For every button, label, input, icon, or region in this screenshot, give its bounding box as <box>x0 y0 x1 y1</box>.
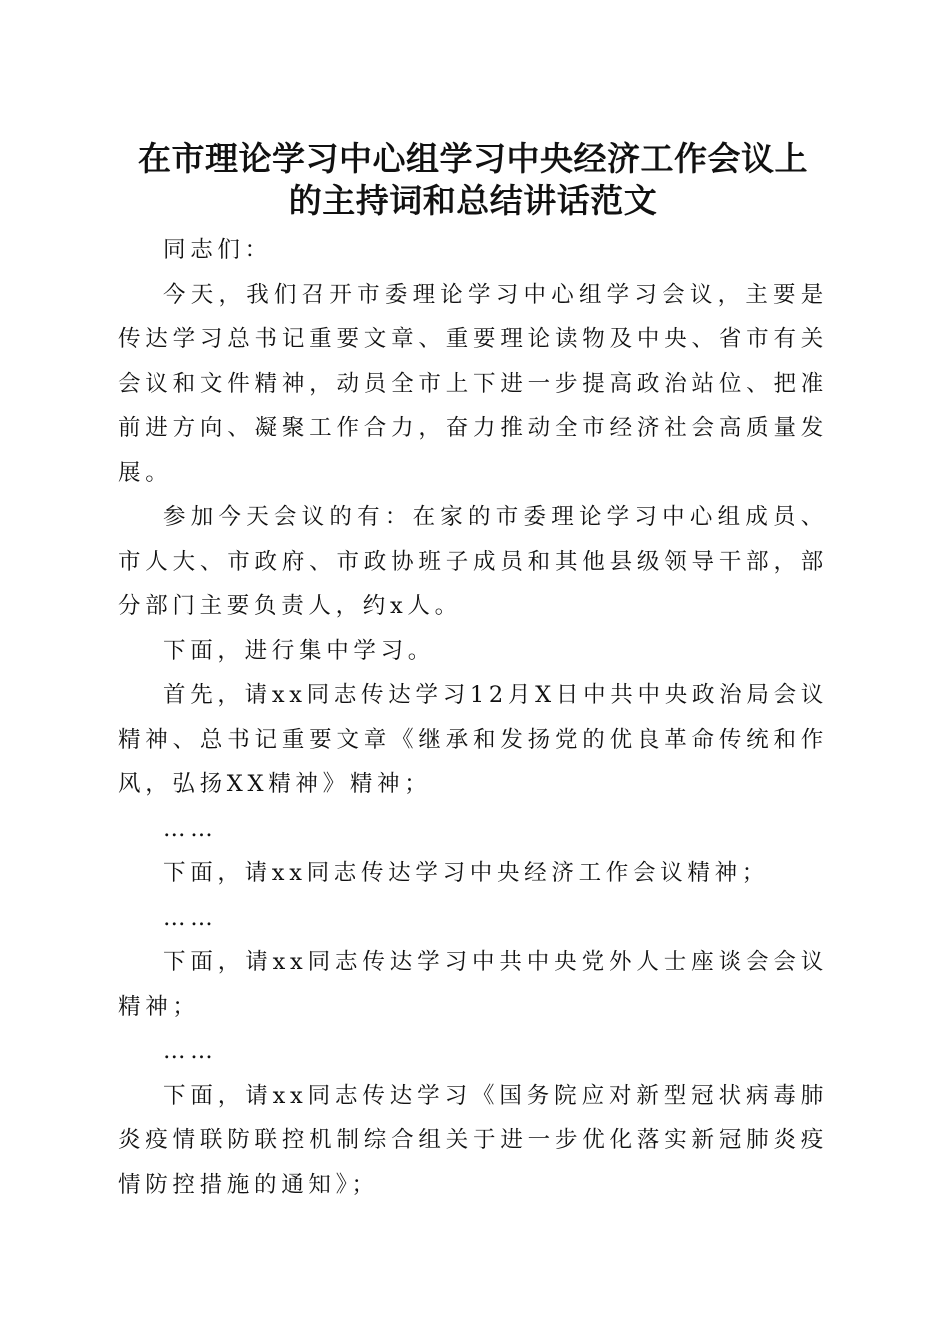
title-line-1: 在市理论学习中心组学习中央经济工作会议上 <box>138 139 808 178</box>
ellipsis-3: …… <box>163 1038 218 1064</box>
paragraph-first: 首先，请xx同志传达学习12月X日中共中央政治局会议精神、总书记重要文章《继承和发扬党的优良革命传统和作风，弘扬XX精神》精神； <box>118 682 828 797</box>
title-line-2: 的主持词和总结讲话范文 <box>288 181 658 220</box>
paragraph-economic-meeting: 下面，请xx同志传达学习中央经济工作会议精神； <box>163 860 769 886</box>
paragraph-symposium: 下面，请xx同志传达学习中共中央党外人士座谈会会议精神； <box>118 949 828 1020</box>
paragraph-intro: 今天，我们召开市委理论学习中心组学习会议，主要是传达学习总书记重要文章、重要理论读物及中央、省市有关会议和文件精神，动员全市上下进一步提高政治站位、把准前进方向、凝聚工作合力，奋力推动全市经济社会高质量发展。 <box>118 281 828 486</box>
ellipsis-1: …… <box>163 815 218 842</box>
document-title <box>118 138 828 222</box>
paragraph-attendees: 参加今天会议的有：在家的市委理论学习中心组成员、市人大、市政府、市政协班子成员和其他县级领导干部，部分部门主要负责人，约x人。 <box>118 504 828 619</box>
paragraph-study: 下面，进行集中学习。 <box>163 637 436 664</box>
ellipsis-2: …… <box>163 904 218 931</box>
document-page <box>118 138 828 1207</box>
paragraph-notice: 下面，请xx同志传达学习《国务院应对新型冠状病毒肺炎疫情联防联控机制综合组关于进一步优化落实新冠肺炎疫情防控措施的通知》； <box>118 1082 828 1198</box>
salutation: 同志们： <box>163 237 272 263</box>
